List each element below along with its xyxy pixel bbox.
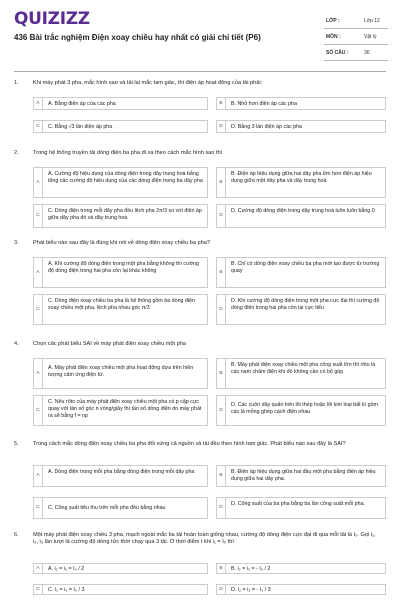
meta-value: Lớp 12 — [364, 18, 380, 24]
meta-value: 36 — [364, 50, 370, 56]
option-text: D. Khi cường độ dòng điện trong một pha cực đại thì cường độ dòng điện trong hai pha còn lại cực tiểu — [231, 298, 380, 311]
option-text: B. Điện áp hiệu dụng giữa hai đầu một pha bằng điện áp hiệu dụng giữa hai dây pha. — [231, 469, 376, 482]
option-text: A. i₂ = i₃ = I₀ / 2 — [48, 566, 85, 572]
option-text: B. Máy phát điện xoay chiều một pha công suất lớn thì rôto là các nam châm điện khi đó không cần có bộ góp — [231, 362, 376, 375]
option-a[interactable] — [33, 563, 208, 574]
option-letter: A — [34, 359, 43, 388]
option-d[interactable] — [216, 584, 386, 595]
question-text: Trong hệ thống truyền tải dòng điện ba pha đi xa theo cách mắc hình sao thì — [33, 150, 223, 156]
question-text: Phát biểu nào sau đây là đúng khi nói về dòng điện xoay chiều ba pha? — [33, 240, 210, 246]
option-letter: C — [34, 396, 43, 425]
option-letter: A — [34, 168, 43, 197]
option-text: A. Dòng điện trong mỗi pha bằng dòng điện trong mỗi dây pha — [48, 469, 195, 475]
option-text: C. Bằng √3 lần điện áp pha — [48, 124, 113, 130]
option-letter: C — [34, 121, 43, 132]
option-letter: D — [217, 498, 226, 518]
option-d[interactable] — [216, 294, 386, 325]
page-title: 436 Bài trắc nghiệm Điện xoay chiều hay nhất có giải chi tiết (P6) — [14, 33, 261, 42]
option-c[interactable] — [33, 120, 208, 133]
option-letter: A — [34, 258, 43, 287]
option-letter: D — [217, 205, 226, 227]
option-letter: C — [34, 295, 43, 324]
option-b[interactable] — [216, 563, 386, 574]
option-c[interactable] — [33, 584, 208, 595]
meta-key: MÔN : — [326, 34, 341, 40]
quizizz-logo: QUIZIZZ — [14, 9, 90, 29]
option-text: C. Nếu rôto của máy phát điện xoay chiều một pha có p cặp cực quay với tần số góc n vòng/giây thì tần số dòng điện do máy phát ra sẽ bằng f = np — [48, 399, 202, 419]
option-c[interactable] — [33, 395, 208, 426]
meta-key: SỐ CÂU : — [326, 50, 349, 56]
option-letter: B — [217, 466, 226, 486]
question-2 — [14, 150, 386, 235]
option-letter: A — [34, 98, 43, 109]
option-text: A. Máy phát điện xoay chiều một pha hoạt động dựa trên hiện tượng cảm ứng điện từ. — [48, 365, 194, 378]
option-letter: B — [217, 98, 226, 109]
option-text: B. Chỉ có dòng điện xoay chiều ba pha mới tạo được từ trường quay — [231, 261, 380, 274]
meta-row-subject — [324, 29, 388, 45]
question-number: 2. — [14, 150, 19, 156]
option-b[interactable] — [216, 465, 386, 487]
option-letter: C — [34, 498, 43, 518]
option-a[interactable] — [33, 358, 208, 389]
question-text: Trong cách mắc dòng điện xoay chiều ba pha đối xứng cả nguồn và tải đều theo hình tam giác. Phát biểu nào sau đây là SAI? — [33, 441, 346, 447]
document-header — [0, 0, 400, 68]
option-text: C. Dòng điện xoay chiều ba pha là hệ thông gồm ba dòng điện xoay chiều một pha, lệch pha nhau góc π/3 — [48, 298, 195, 311]
option-text: A. Bằng điện áp của các pha — [48, 101, 116, 107]
question-6 — [14, 532, 386, 598]
option-text: C. Công suất tiêu thụ trên mỗi pha đều bằng nhau — [48, 505, 166, 511]
option-d[interactable] — [216, 120, 386, 133]
option-text: D. Cường độ dòng điện trong dây trung hoà luôn luôn bằng 0 — [231, 208, 375, 214]
header-divider — [14, 71, 386, 72]
option-letter: B — [217, 168, 226, 197]
option-text: B. i₂ = i₃ = - I₀ / 2 — [231, 566, 271, 572]
option-a[interactable] — [33, 465, 208, 487]
option-letter: C — [34, 585, 43, 594]
option-letter: D — [217, 295, 226, 324]
option-c[interactable] — [33, 497, 208, 519]
option-text: B. Điện áp hiệu dụng giữa hai dây pha lớn hơn điện áp hiệu dụng giữa một dây pha và dây trung hoà — [231, 171, 372, 184]
option-b[interactable] — [216, 167, 386, 198]
option-c[interactable] — [33, 294, 208, 325]
option-text: A. Khi cường độ dòng điện trong một pha bằng không thì cường độ dòng điện trong hai pha còn lại khác không — [48, 261, 199, 274]
option-a[interactable] — [33, 257, 208, 288]
meta-table — [324, 13, 388, 61]
option-b[interactable] — [216, 97, 386, 110]
option-letter: B — [217, 564, 226, 573]
option-a[interactable] — [33, 97, 208, 110]
meta-key: LỚP : — [326, 18, 340, 24]
option-text: C. Dòng điện trong mỗi dây pha đều lệch pha 2π/3 so với điện áp giữa dây pha đó và dây trung hoà. — [48, 208, 202, 221]
option-text: A. Cường độ hiệu dụng của dòng điện trong dây trung hoà bằng tổng các cường độ hiệu dụng của các dòng điện trong ba dây pha — [48, 171, 203, 184]
option-text: D. i₂ = i₃ = - I₀ / 3 — [231, 587, 271, 593]
question-5 — [14, 441, 386, 526]
option-b[interactable] — [216, 257, 386, 288]
option-d[interactable] — [216, 497, 386, 519]
question-number: 3. — [14, 240, 19, 246]
question-text: Chọn câc phát biểu SAI về máy phát điện xoay chiều một pha — [33, 341, 186, 347]
option-letter: D — [217, 121, 226, 132]
question-number: 4. — [14, 341, 19, 347]
option-d[interactable] — [216, 395, 386, 426]
option-c[interactable] — [33, 204, 208, 228]
question-number: 1. — [14, 80, 19, 86]
option-text: D. Bằng 3 lần điện áp các pha — [231, 124, 302, 130]
option-letter: C — [34, 205, 43, 227]
option-text: D. Các cuộn dây quấn trên lõi thép hoặc lõi kim loại bất kì gồm các lá mỏng ghép cách điện nhau — [231, 402, 378, 415]
meta-row-class — [324, 13, 388, 29]
option-letter: B — [217, 359, 226, 388]
meta-value: Vật lý — [364, 34, 377, 40]
option-text: D. Công suất của ba pha bằng ba lần công suất mỗi pha. — [231, 501, 365, 507]
question-number: 6. — [14, 532, 19, 538]
question-text: Khi máy phát 3 pha, mắc hình sao và tải lại mắc tam giác, thì điện áp hoạt động của tải phải: — [33, 80, 263, 86]
question-3 — [14, 240, 386, 335]
question-4 — [14, 341, 386, 436]
option-a[interactable] — [33, 167, 208, 198]
option-text: C. i₂ = i₃ = I₀ / 3 — [48, 587, 85, 593]
meta-row-count — [324, 45, 388, 61]
question-1 — [14, 80, 386, 135]
option-letter: A — [34, 466, 43, 486]
option-d[interactable] — [216, 204, 386, 228]
option-letter: D — [217, 585, 226, 594]
question-text: Một máy phát điện xoay chiều 3 pha, mạch ngoài mắc ba tải hoàn toàn giống nhau, cường độ dòng điện cực đại đi qua mỗi tải là I₀. Gọi i₁, i₂, i₃ lần lượt là cường độ dòng tức thời chạy qua 3 tải. Ở thời điểm t khi i₁ = I₀ thì — [33, 532, 376, 546]
option-letter: B — [217, 258, 226, 287]
option-b[interactable] — [216, 358, 386, 389]
option-letter: A — [34, 564, 43, 573]
option-text: B. Nhỏ hơn điện áp các pha — [231, 101, 297, 107]
question-number: 5. — [14, 441, 19, 447]
option-letter: D — [217, 396, 226, 425]
